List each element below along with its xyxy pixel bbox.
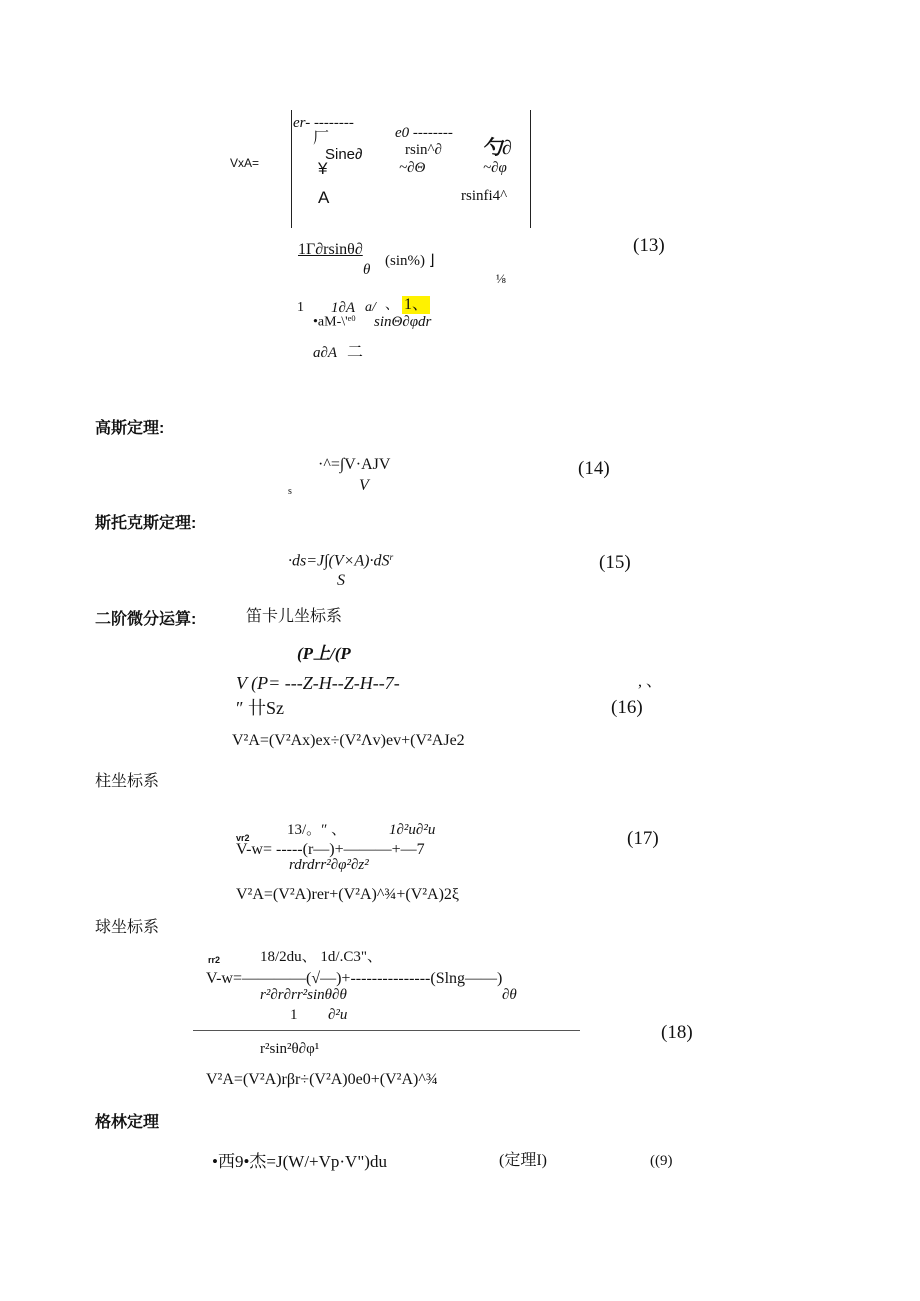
matrix-sub-symbol: 厂 [313, 130, 330, 147]
eq13-line3-b: 1∂A [331, 300, 356, 316]
determinant-left-bar [291, 110, 292, 228]
cartesian-marks: , 、 [638, 673, 663, 690]
eq13-line5: a∂A [313, 345, 338, 361]
cartesian-subheading: 笛卡儿坐标系 [246, 608, 343, 625]
eq13-fraction-mark: ⅛ [496, 271, 506, 286]
sph-numerator-1: 1 [290, 1007, 298, 1023]
eq13-line4-b: sinΘ∂φdr [374, 314, 432, 330]
cylindrical-subheading: 柱坐标系 [95, 773, 160, 790]
equation-number-18: (18) [661, 1022, 693, 1043]
gauss-surface-sub: s [288, 486, 292, 497]
eq13-line5-b: 二 [347, 344, 364, 361]
cyl-vector-laplacian: V²A=(V²A)rer+(V²A)^¾+(V²A)2ξ [236, 886, 460, 903]
equation-number-17: (17) [627, 828, 659, 849]
equation-number-16: (16) [611, 697, 643, 718]
stokes-formula: $\cdot ds=J\int(V\times A)\cdot dS^r$ [288, 552, 394, 570]
matrix-cell-r3c2: ~∂Θ [399, 160, 426, 176]
determinant-right-bar [530, 110, 531, 228]
stokes-surface-sub: S [337, 572, 345, 589]
matrix-cell-r3c3: ~∂φ [483, 160, 507, 176]
eq13-lhs: VxA= [230, 156, 260, 170]
sph-superscript: rr2 [208, 955, 221, 965]
eq13-line1: 1Γ∂rsinθ∂ [298, 241, 363, 258]
sph-top: 18/2du、 1d/.C3"、 [260, 949, 382, 965]
matrix-cell-r2c2: rsin^∂ [405, 142, 442, 158]
sph-denominators: r²∂r∂rr²sinθ∂θ [260, 987, 347, 1003]
gauss-volume-sub: V [359, 477, 369, 494]
matrix-cell-r4c3: rsinfi4^ [461, 188, 508, 204]
highlighted-term: 1、 [404, 296, 429, 313]
equation-number-19: ((9) [650, 1153, 673, 1169]
sph-numerator-2: ∂²u [328, 1007, 348, 1023]
sph-scalar-laplacian: V-w=————(√—)+---------------(Slng——) [206, 970, 503, 987]
green-formula: •西9•杰=J(W/+Vp·V")du [212, 1152, 387, 1171]
cyl-superscript: vr2 [236, 833, 250, 843]
cartesian-line1: (P上/(P [297, 644, 351, 663]
matrix-cell-r1c3: 勺∂ [482, 137, 512, 159]
cyl-denominators: rdrdrr²∂φ²∂z² [289, 857, 369, 873]
equation-number-13: (13) [633, 235, 665, 256]
equation-number-15: (15) [599, 552, 631, 573]
eq13-line2-theta: θ [363, 262, 371, 278]
sph-fraction-bar [193, 1030, 580, 1031]
matrix-cell-r1c2: e0 -------- [395, 125, 453, 141]
matrix-cell-r3c1: ¥ [318, 159, 328, 178]
green-theorem-heading: 格林定理 [95, 1114, 160, 1131]
cartesian-line3: ″ 卄Sz [236, 698, 284, 718]
matrix-cell-r2c1: Sine∂ [325, 146, 363, 163]
cartesian-line2: V (P= ---Z-H--Z-H--7- [236, 673, 400, 693]
eq13-line3-d: 、 [385, 298, 399, 313]
sph-denominator-theta: ∂θ [502, 987, 517, 1003]
cyl-top-right: 1∂²u∂²u [389, 822, 436, 838]
cyl-top-left: 13/。″ 、 [287, 822, 347, 838]
eq13-line3-a: 1 [297, 300, 304, 315]
gauss-theorem-heading: 高斯定理: [95, 420, 165, 437]
spherical-subheading: 球坐标系 [95, 919, 160, 936]
green-theorem-note: (定理I) [499, 1152, 547, 1169]
gauss-formula: ·^=∫V·AJV [318, 456, 391, 473]
eq13-line4: $•aM-\backslash'^{e0}$ [313, 314, 356, 330]
eq13-line2: (sin%) ⌋ [385, 253, 435, 269]
equation-number-14: (14) [578, 458, 610, 479]
sph-vector-laplacian: V²A=(V²A)rβr÷(V²A)0e0+(V²A)^¾ [206, 1071, 438, 1088]
sph-denominator-phi: r²sin²θ∂φ¹ [260, 1041, 320, 1057]
cartesian-vector-laplacian: V²A=(V²Ax)ex÷(V²Λv)ev+(V²AJe2 [232, 732, 465, 749]
matrix-cell-r1c1: er- -------- [293, 115, 354, 131]
matrix-cell-r4c1: A [318, 188, 330, 207]
eq13-line3-c: a/ [365, 300, 376, 315]
second-order-heading: 二阶微分运算: [95, 611, 197, 628]
stokes-theorem-heading: 斯托克斯定理: [95, 515, 197, 532]
cyl-scalar-laplacian: V-w= -----(r—)+———+—7 [236, 841, 425, 858]
